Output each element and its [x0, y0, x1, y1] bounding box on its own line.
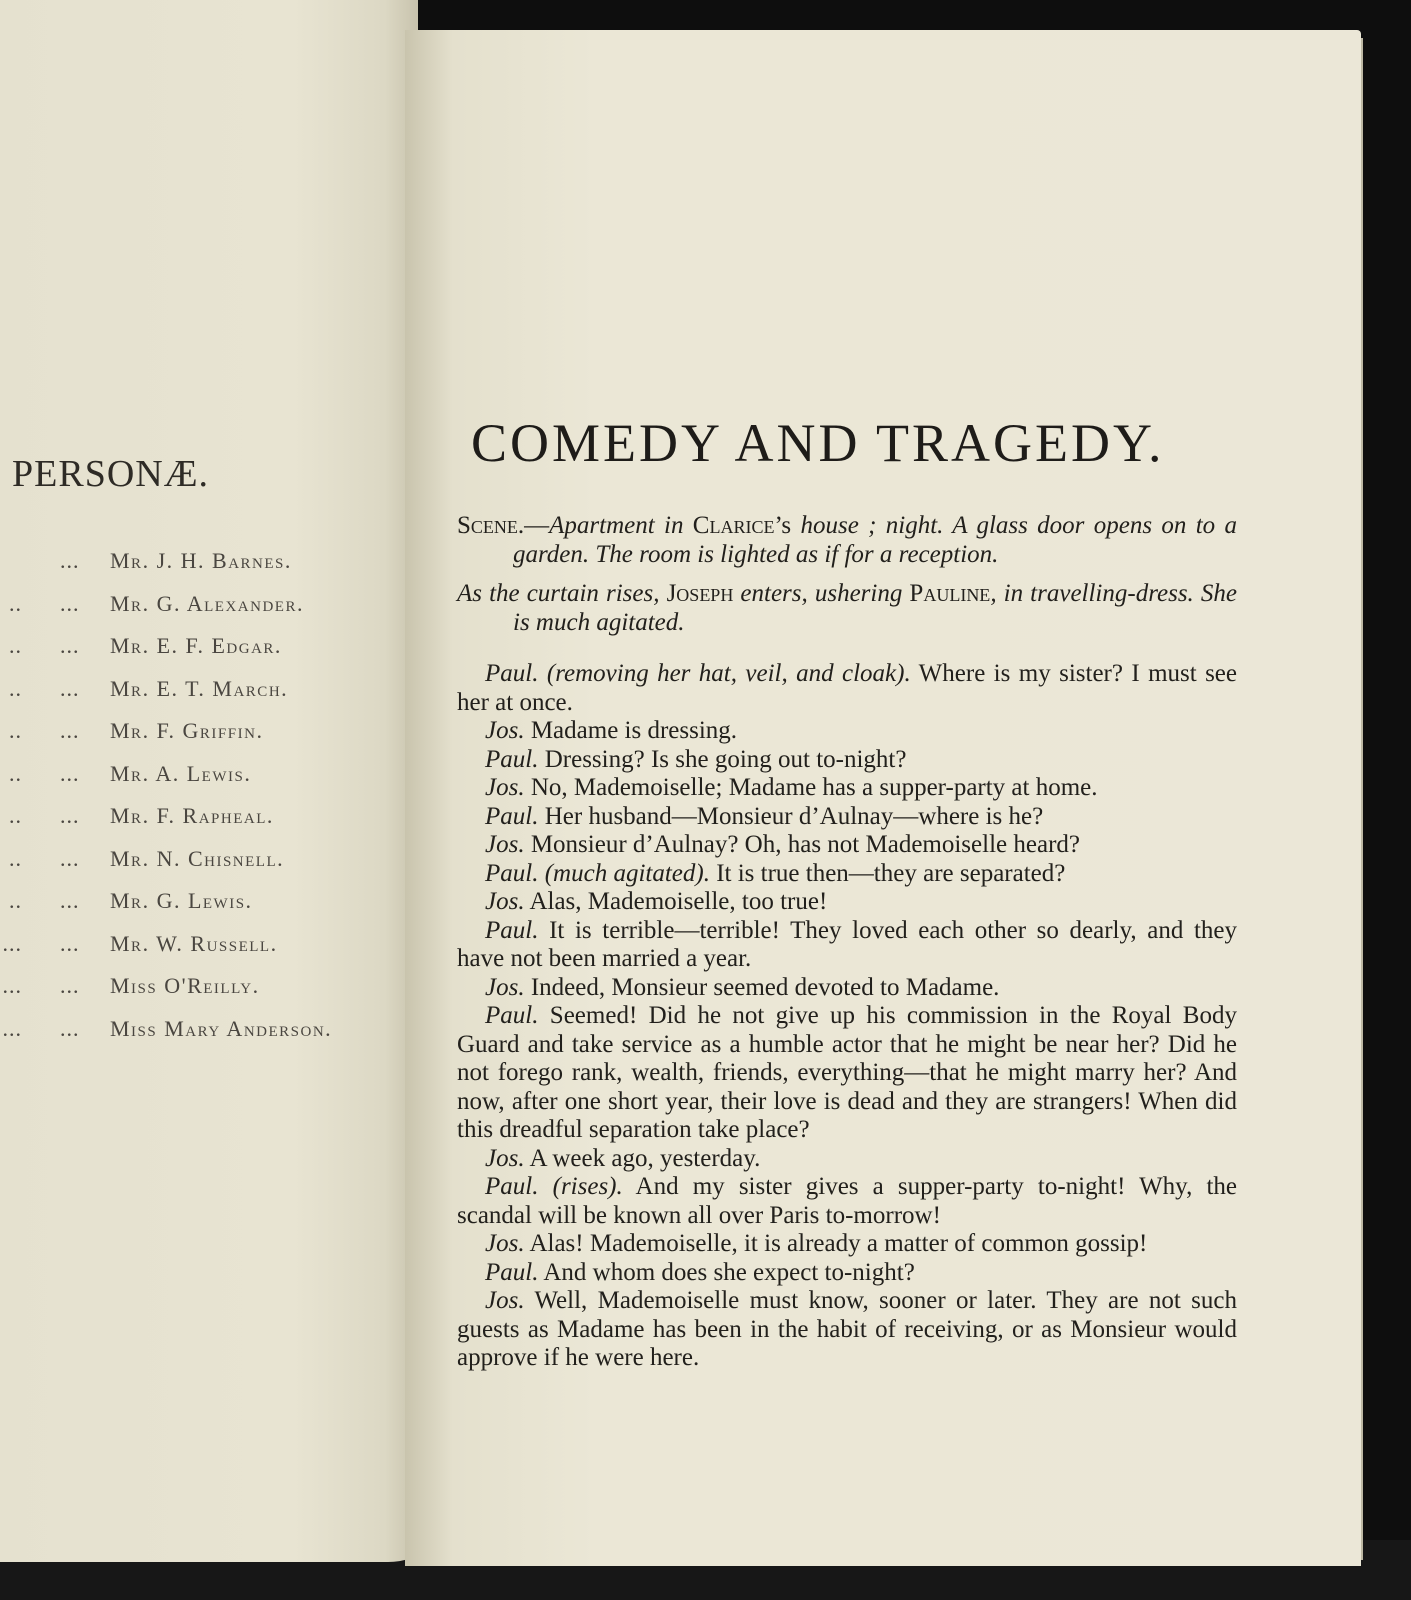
cast-row: [0, 625, 418, 668]
speaker: Paul.: [485, 1002, 539, 1029]
speech: Well, Mademoiselle must know, sooner or later. They are not such guests as Madame has been in the habit of receiving, or as Monsieur would approve if he were here.: [457, 1287, 1237, 1371]
cast-row: [0, 710, 418, 753]
cast-row: [0, 583, 418, 626]
scene-text-3: house ; night. A glass door opens on to a garden. The room is lighted as if for a reception.: [513, 512, 1237, 568]
speech: Indeed, Monsieur seemed devoted to Madame.: [524, 973, 1000, 1001]
dialogue-line: [457, 746, 1237, 775]
actor-name: Miss Mary Anderson.: [110, 1015, 333, 1041]
speaker: Jos.: [485, 831, 525, 858]
leader-dots: ...: [60, 633, 80, 659]
stage-direction: (removing her hat, veil, and cloak).: [546, 660, 911, 687]
left-page: [0, 0, 418, 1562]
speaker: Paul.: [485, 1173, 539, 1200]
scene-dash: —: [524, 512, 550, 539]
speaker: Jos.: [485, 888, 525, 915]
scene-direction: [457, 512, 1237, 569]
dialogue-line: [457, 974, 1237, 1003]
dialogue-line: [457, 1173, 1237, 1230]
speaker: Paul.: [485, 745, 539, 773]
speaker: Paul.: [485, 859, 539, 887]
dialogue-line: [457, 1002, 1237, 1145]
actor-name: Miss O'Reilly.: [110, 973, 260, 999]
cast-row: [0, 753, 418, 796]
show-through-text: [455, 90, 1335, 119]
cast-row: [0, 1008, 418, 1051]
dialogue-line: [457, 831, 1237, 860]
leader-dots: ...: [60, 803, 80, 829]
speaker: Jos.: [485, 973, 525, 1001]
actor-name: Mr. W. Russell.: [110, 930, 278, 956]
scene-character-name: Clarice: [692, 512, 775, 539]
speech: Madame is dressing.: [524, 717, 738, 744]
speech: It is true then—they are separated?: [709, 859, 1066, 887]
cast-row: [0, 668, 418, 711]
actor-name: Mr. G. Lewis.: [110, 888, 253, 914]
leader-dots: ..: [9, 760, 22, 786]
leader-dots: ..: [9, 675, 22, 701]
dialogue: [457, 660, 1237, 1373]
dialogue-line: [457, 774, 1237, 803]
dialogue-line: [457, 717, 1237, 746]
dialogue-line: [457, 803, 1237, 832]
stage-direction: (much agitated).: [544, 859, 710, 887]
play-text: [457, 512, 1237, 1373]
cast-row: [0, 880, 418, 923]
entrance-name-1: Joseph: [666, 580, 734, 607]
speaker: Paul.: [485, 660, 539, 687]
dialogue-line: [457, 660, 1237, 717]
speech: It is terrible—terrible! They loved each other so dearly, and they have not been married a year.: [457, 916, 1237, 972]
dialogue-line: [457, 1230, 1237, 1259]
scene-text-1: Apartment in: [549, 512, 693, 539]
cast-row: [0, 795, 418, 838]
speech: And whom does she expect to-night?: [538, 1258, 915, 1286]
actor-name: Mr. E. T. March.: [110, 675, 289, 701]
leader-dots: ...: [60, 760, 80, 786]
speech: Alas! Mademoiselle, it is already a matter of common gossip!: [524, 1230, 1148, 1257]
speech: A week ago, yesterday.: [524, 1144, 761, 1172]
cast-row: [0, 838, 418, 881]
cast-list: [0, 540, 418, 1050]
speech: Her husband—Monsieur d’Aulnay—where is he?: [538, 802, 1044, 830]
play-title: COMEDY AND TRAGEDY.: [471, 413, 1165, 473]
speech: And my sister gives a supper-party to-night! Why, the scandal will be known all over Paris to-morrow!: [457, 1173, 1238, 1229]
actor-name: Mr. N. Chisnell.: [110, 845, 285, 871]
dramatis-personae-heading: PERSONÆ.: [12, 453, 209, 495]
leader-dots: ..: [9, 718, 22, 744]
speech: Dressing? Is she going out to-night?: [538, 745, 907, 773]
speaker: Jos.: [485, 1287, 525, 1314]
speaker: Paul.: [485, 916, 539, 944]
dialogue-line: [457, 888, 1237, 917]
speech: Monsieur d’Aulnay? Oh, has not Mademoiselle heard?: [524, 831, 1080, 858]
leader-dots: ...: [60, 1015, 80, 1041]
leader-dots: ...: [60, 548, 80, 574]
entrance-text-3: , in travelling-dress. She is much agitated.: [513, 580, 1237, 636]
leader-dots: ...: [60, 888, 80, 914]
leader-dots: ..: [9, 888, 22, 914]
actor-name: Mr. G. Alexander.: [110, 590, 304, 616]
speaker: Paul.: [485, 1258, 539, 1286]
speaker: Jos.: [485, 717, 525, 744]
entrance-direction: [457, 580, 1237, 637]
dialogue-line: [457, 917, 1237, 974]
right-page: [405, 30, 1361, 1566]
leader-dots: ..: [9, 803, 22, 829]
dialogue-line: [457, 860, 1237, 889]
dialogue-line: [457, 1145, 1237, 1174]
speech: Seemed! Did he not give up his commission in the Royal Body Guard and take service as a humble actor that he might be near her? Did he not forego rank, wealth, friends, everything—that he might marry her? And now, after one short year, their love is dead and they are strangers! When did this dreadful separation take place?: [457, 1002, 1237, 1143]
leader-dots: ..: [9, 633, 22, 659]
stage-direction: (rises).: [552, 1173, 623, 1200]
leader-dots: ..: [9, 845, 22, 871]
cast-row: [0, 965, 418, 1008]
leader-dots: ...: [60, 930, 80, 956]
entrance-name-2: Pauline: [909, 580, 991, 607]
speech: Alas, Mademoiselle, too true!: [524, 888, 828, 915]
speech: No, Mademoiselle; Madame has a supper-party at home.: [524, 774, 1098, 801]
actor-name: Mr. J. H. Barnes.: [110, 548, 292, 574]
actor-name: Mr. F. Rapheal.: [110, 803, 274, 829]
leader-dots: ...: [60, 973, 80, 999]
speaker: Jos.: [485, 1144, 525, 1172]
leader-dots: ...: [2, 1015, 22, 1041]
scene-text-2: ’s: [774, 512, 801, 539]
cast-row: [0, 540, 418, 583]
leader-dots: ...: [60, 675, 80, 701]
actor-name: Mr. F. Griffin.: [110, 718, 264, 744]
entrance-text-1: As the curtain rises,: [457, 580, 667, 607]
leader-dots: ...: [60, 845, 80, 871]
dialogue-line: [457, 1259, 1237, 1288]
leader-dots: ...: [60, 590, 80, 616]
dialogue-line: [457, 1287, 1237, 1373]
speaker: Jos.: [485, 774, 525, 801]
entrance-text-2: enters, ushering: [733, 580, 910, 607]
actor-name: Mr. A. Lewis.: [110, 760, 252, 786]
leader-dots: ...: [60, 718, 80, 744]
cast-row: [0, 923, 418, 966]
actor-name: Mr. E. F. Edgar.: [110, 633, 282, 659]
speaker: Jos.: [485, 1230, 525, 1257]
leader-dots: ...: [2, 930, 22, 956]
leader-dots: ...: [2, 973, 22, 999]
speech: Where is my sister? I must see her at once.: [457, 660, 1238, 716]
speaker: Paul.: [485, 802, 539, 830]
scene-label: Scene.: [457, 512, 525, 539]
leader-dots: ..: [9, 590, 22, 616]
